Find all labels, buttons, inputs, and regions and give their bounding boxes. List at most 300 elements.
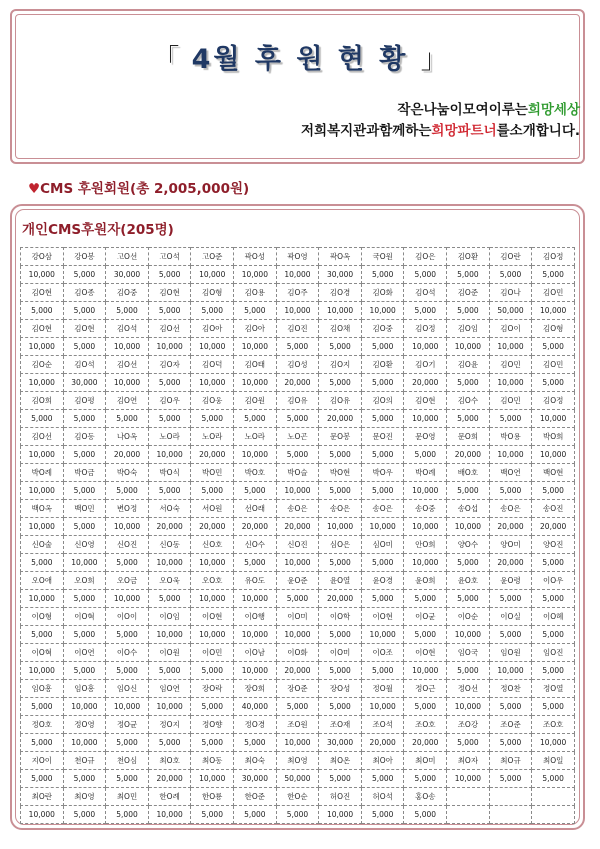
donor-amount-cell: 30,000 — [106, 266, 149, 284]
donor-amount-cell: 10,000 — [489, 446, 532, 464]
donor-amount-cell: 10,000 — [148, 626, 191, 644]
donor-amount-cell: 5,000 — [148, 734, 191, 752]
donor-name-cell: 정O찬 — [489, 680, 532, 698]
donor-amount-cell: 10,000 — [148, 338, 191, 356]
donor-amount-cell: 10,000 — [191, 374, 234, 392]
donor-amount-cell: 5,000 — [63, 518, 106, 536]
donor-amount-cell: 10,000 — [276, 302, 319, 320]
donor-amount-cell: 10,000 — [234, 374, 277, 392]
donor-amount-cell: 5,000 — [63, 662, 106, 680]
donor-name-cell: 김O형 — [532, 320, 575, 338]
donor-name-cell: 박O식 — [148, 464, 191, 482]
donor-amount-cell: 20,000 — [191, 518, 234, 536]
donor-amount-cell: 5,000 — [361, 806, 404, 824]
donor-amount-cell: 5,000 — [447, 662, 490, 680]
donor-name-cell: 이O미 — [276, 608, 319, 626]
donor-name-cell: 정O지 — [148, 716, 191, 734]
donor-amount-cell: 10,000 — [63, 554, 106, 572]
donor-amount-cell: 5,000 — [404, 806, 447, 824]
donor-amount-cell: 30,000 — [63, 374, 106, 392]
donor-amount-cell: 5,000 — [234, 806, 277, 824]
donor-name-cell: 김O성 — [276, 356, 319, 374]
donor-name-row — [21, 644, 575, 662]
donor-amount-row — [21, 302, 575, 320]
donor-name-cell: 나O옥 — [106, 428, 149, 446]
donor-amount-cell: 5,000 — [106, 806, 149, 824]
donor-amount-cell: 5,000 — [148, 374, 191, 392]
donor-amount-cell: 20,000 — [319, 590, 362, 608]
donor-name-cell: 양O진 — [532, 536, 575, 554]
donor-amount-cell: 5,000 — [21, 734, 64, 752]
donor-name-cell: 오O희 — [63, 572, 106, 590]
donor-amount-row — [21, 626, 575, 644]
donor-amount-cell: 10,000 — [234, 590, 277, 608]
donor-name-cell: 김O희 — [21, 392, 64, 410]
donor-amount-cell: 5,000 — [489, 482, 532, 500]
donor-amount-cell: 5,000 — [489, 410, 532, 428]
donor-amount-cell: 10,000 — [21, 374, 64, 392]
donor-name-cell: 신O호 — [191, 536, 234, 554]
donor-name-cell: 박O용 — [489, 428, 532, 446]
donor-name-row — [21, 248, 575, 266]
donor-amount-row — [21, 266, 575, 284]
donor-name-cell: 송O은 — [361, 500, 404, 518]
donor-amount-cell: 5,000 — [404, 626, 447, 644]
donor-name-cell: 문O희 — [447, 428, 490, 446]
donor-name-cell: 조O원 — [276, 716, 319, 734]
donor-amount-cell: 20,000 — [276, 518, 319, 536]
donor-amount-cell: 5,000 — [234, 410, 277, 428]
donor-name-cell: 김O임 — [447, 320, 490, 338]
donor-name-row — [21, 752, 575, 770]
donor-amount-cell: 5,000 — [489, 626, 532, 644]
donor-name-cell: 임O원 — [489, 644, 532, 662]
donor-name-cell: 김O화 — [361, 284, 404, 302]
donor-name-row — [21, 356, 575, 374]
donor-amount-cell: 10,000 — [21, 338, 64, 356]
donor-name-cell: 최O일 — [532, 752, 575, 770]
donor-name-cell: 김O유 — [319, 392, 362, 410]
donor-amount-cell: 5,000 — [447, 590, 490, 608]
donor-name-row — [21, 680, 575, 698]
donor-amount-cell: 5,000 — [276, 446, 319, 464]
donor-amount-cell: 10,000 — [21, 482, 64, 500]
donor-name-cell: 김O현 — [21, 320, 64, 338]
donor-amount-cell: 10,000 — [106, 590, 149, 608]
donor-amount-cell: 5,000 — [319, 374, 362, 392]
donor-amount-cell: 5,000 — [532, 338, 575, 356]
donor-amount-cell: 5,000 — [404, 446, 447, 464]
donor-name-cell: 백O연 — [489, 464, 532, 482]
donor-name-cell: 고O선 — [106, 248, 149, 266]
donor-name-row — [21, 536, 575, 554]
donor-amount-cell: 10,000 — [148, 698, 191, 716]
donor-name-cell: 임O신 — [106, 680, 149, 698]
donor-name-cell: 이O연 — [63, 644, 106, 662]
donor-name-cell: 김O기 — [404, 356, 447, 374]
donor-name-cell: 김O민 — [532, 356, 575, 374]
donor-name-cell: 김O연 — [106, 392, 149, 410]
donor-amount-cell: 5,000 — [489, 266, 532, 284]
donor-amount-row — [21, 410, 575, 428]
donor-amount-cell: 5,000 — [148, 410, 191, 428]
donor-name-cell: 이O미 — [319, 644, 362, 662]
donor-amount-cell: 10,000 — [404, 482, 447, 500]
donor-name-cell: 신O진 — [106, 536, 149, 554]
donor-amount-cell: 10,000 — [489, 338, 532, 356]
donor-name-cell: 이O수 — [106, 644, 149, 662]
donor-name-cell: 심O미 — [361, 536, 404, 554]
donor-amount-cell: 10,000 — [191, 590, 234, 608]
donor-amount-row — [21, 482, 575, 500]
donor-name-cell: 고O준 — [191, 248, 234, 266]
header-panel — [10, 9, 585, 164]
donor-amount-cell: 5,000 — [106, 734, 149, 752]
donor-amount-cell: 10,000 — [404, 338, 447, 356]
donor-name-cell: 송O섭 — [447, 500, 490, 518]
donor-name-cell: 백O현 — [532, 464, 575, 482]
donor-name-cell: 조O준 — [489, 716, 532, 734]
donor-amount-cell: 5,000 — [532, 698, 575, 716]
donor-amount-cell: 5,000 — [319, 698, 362, 716]
donor-amount-cell: 5,000 — [532, 266, 575, 284]
donor-name-cell: 홍O송 — [404, 788, 447, 806]
donor-amount-cell: 10,000 — [447, 626, 490, 644]
donor-amount-cell: 10,000 — [234, 662, 277, 680]
donor-amount-cell: 10,000 — [106, 338, 149, 356]
donor-name-cell: 김O란 — [489, 248, 532, 266]
donor-amount-cell: 5,000 — [319, 482, 362, 500]
donor-amount-cell: 5,000 — [319, 770, 362, 788]
donor-amount-cell: 20,000 — [361, 734, 404, 752]
donor-name-cell: 이O순 — [447, 608, 490, 626]
tagline-1-highlight: 희망세상 — [527, 102, 580, 118]
donor-name-cell: 김O이 — [489, 320, 532, 338]
donor-amount-cell: 5,000 — [319, 662, 362, 680]
donor-amount-cell: 10,000 — [21, 446, 64, 464]
donor-amount-cell: 10,000 — [361, 626, 404, 644]
donor-amount-row — [21, 554, 575, 572]
donor-name-cell: 김O덕 — [191, 356, 234, 374]
donor-name-cell: 이O혁 — [63, 608, 106, 626]
title-bracket-open: 「 — [152, 44, 180, 75]
donor-name-cell: 이O민 — [191, 644, 234, 662]
donor-amount-cell: 5,000 — [234, 482, 277, 500]
donor-name-cell: 천O심 — [106, 752, 149, 770]
donor-name-cell: 송O중 — [404, 500, 447, 518]
donor-name-cell: 김O평 — [63, 392, 106, 410]
donor-amount-cell: 5,000 — [234, 734, 277, 752]
donor-name-cell: 최O영 — [63, 788, 106, 806]
donor-name-cell: 최O온 — [319, 752, 362, 770]
donor-name-cell: 송O은 — [489, 500, 532, 518]
donor-amount-cell: 5,000 — [404, 266, 447, 284]
donor-name-cell: 배O호 — [447, 464, 490, 482]
donor-name-cell: 정O선 — [447, 680, 490, 698]
donor-amount-cell: 10,000 — [447, 770, 490, 788]
donor-name-cell: 오O욱 — [148, 572, 191, 590]
donor-amount-cell: 10,000 — [361, 302, 404, 320]
donor-amount-cell: 10,000 — [319, 302, 362, 320]
donor-amount-cell: 5,000 — [21, 770, 64, 788]
donor-amount-cell: 10,000 — [489, 374, 532, 392]
donor-name-cell: 곽O옥 — [319, 248, 362, 266]
donor-name-cell: 장O락 — [191, 680, 234, 698]
donor-amount-cell: 5,000 — [404, 770, 447, 788]
donor-amount-cell: 5,000 — [106, 626, 149, 644]
donor-name-cell: 박O호 — [234, 464, 277, 482]
donor-name-cell: 오O금 — [106, 572, 149, 590]
donor-amount-cell: 5,000 — [276, 698, 319, 716]
title-text: 4월 후 원 현 황 — [191, 44, 409, 75]
donor-amount-cell: 20,000 — [319, 410, 362, 428]
donor-amount-cell: 10,000 — [21, 518, 64, 536]
donor-amount-cell: 5,000 — [447, 554, 490, 572]
donor-amount-cell: 30,000 — [234, 770, 277, 788]
donor-name-cell: 정O경 — [234, 716, 277, 734]
donor-amount-row — [21, 806, 575, 824]
donor-amount-cell: 5,000 — [447, 410, 490, 428]
donor-amount-cell: 5,000 — [489, 770, 532, 788]
donor-amount-cell: 10,000 — [404, 554, 447, 572]
donor-name-cell: 한O순 — [276, 788, 319, 806]
donor-amount-cell: 10,000 — [404, 518, 447, 536]
donor-name-cell: 장O희 — [234, 680, 277, 698]
donor-amount-cell: 20,000 — [276, 374, 319, 392]
donor-name-cell: 정O호 — [21, 716, 64, 734]
donor-amount-cell: 5,000 — [148, 590, 191, 608]
donor-name-row — [21, 464, 575, 482]
donor-amount-cell: 5,000 — [63, 266, 106, 284]
donor-amount-row — [21, 338, 575, 356]
donor-amount-row — [21, 662, 575, 680]
donor-name-cell: 윤O준 — [276, 572, 319, 590]
donor-name-cell: 송O은 — [319, 500, 362, 518]
donor-amount-cell: 5,000 — [276, 590, 319, 608]
donor-name-cell: 이O화 — [276, 644, 319, 662]
donor-name-cell: 박O민 — [191, 464, 234, 482]
tagline-line-2 — [301, 119, 580, 139]
donor-name-cell: 이O남 — [234, 644, 277, 662]
tagline-line-1 — [397, 98, 580, 118]
donor-amount-cell: 5,000 — [63, 338, 106, 356]
donor-name-cell: 김O은 — [404, 248, 447, 266]
donor-name-cell: 노O라 — [191, 428, 234, 446]
donor-amount-cell: 5,000 — [361, 482, 404, 500]
donor-amount-cell: 5,000 — [361, 410, 404, 428]
donor-amount-cell: 10,000 — [63, 734, 106, 752]
donor-name-row — [21, 284, 575, 302]
donor-amount-cell: 5,000 — [21, 554, 64, 572]
donor-amount-cell: 5,000 — [447, 734, 490, 752]
donor-amount-cell: 10,000 — [191, 266, 234, 284]
donor-amount-cell: 5,000 — [63, 410, 106, 428]
donor-name-cell: 박O금 — [63, 464, 106, 482]
donor-name-cell: 최O호 — [148, 752, 191, 770]
donor-amount-cell: 10,000 — [234, 338, 277, 356]
donor-amount-cell: 20,000 — [148, 770, 191, 788]
donor-name-cell: 김O선 — [21, 428, 64, 446]
donor-name-cell — [532, 788, 575, 806]
donor-amount-cell: 5,000 — [106, 554, 149, 572]
donor-amount-cell: 5,000 — [106, 410, 149, 428]
donor-name-cell: 김O원 — [234, 392, 277, 410]
donor-amount-cell: 5,000 — [106, 770, 149, 788]
donor-amount-row — [21, 734, 575, 752]
donor-amount-cell: 20,000 — [276, 662, 319, 680]
donor-name-row — [21, 608, 575, 626]
donor-amount-cell: 5,000 — [276, 410, 319, 428]
cms-summary-text: CMS 후원회원(총 2,005,000원) — [40, 181, 250, 197]
donor-name-cell: 김O선 — [106, 356, 149, 374]
donor-amount-cell: 30,000 — [319, 734, 362, 752]
donor-amount-row — [21, 590, 575, 608]
donor-name-cell: 최O숙 — [234, 752, 277, 770]
donor-amount-cell: 5,000 — [234, 554, 277, 572]
donor-amount-cell: 5,000 — [191, 698, 234, 716]
donor-amount-cell: 20,000 — [404, 734, 447, 752]
donor-name-cell: 안O희 — [404, 536, 447, 554]
donor-amount-cell: 10,000 — [276, 554, 319, 572]
donor-name-cell: 김O아 — [234, 320, 277, 338]
donor-name-cell: 김O종 — [63, 284, 106, 302]
donor-name-cell: 김O현 — [21, 284, 64, 302]
donor-name-cell: 장O성 — [319, 680, 362, 698]
donor-amount-row — [21, 374, 575, 392]
donor-name-cell: 이O이 — [106, 608, 149, 626]
donor-name-cell: 윤O경 — [361, 572, 404, 590]
donor-amount-cell: 20,000 — [191, 446, 234, 464]
donor-amount-cell: 10,000 — [447, 698, 490, 716]
donor-name-cell: 김O정 — [532, 248, 575, 266]
donor-name-cell: 선O래 — [234, 500, 277, 518]
donor-name-cell: 최O규 — [489, 752, 532, 770]
donor-amount-cell: 10,000 — [21, 662, 64, 680]
donor-amount-cell: 10,000 — [148, 446, 191, 464]
donor-name-cell: 이O원 — [148, 644, 191, 662]
donor-amount-cell: 5,000 — [447, 266, 490, 284]
donor-amount-cell: 10,000 — [532, 302, 575, 320]
donor-name-cell: 노O곤 — [276, 428, 319, 446]
donor-name-cell: 강O삼 — [21, 248, 64, 266]
donor-name-cell: 백O민 — [63, 500, 106, 518]
donor-amount-cell: 5,000 — [319, 554, 362, 572]
donor-amount-cell: 10,000 — [276, 626, 319, 644]
donor-amount-cell: 20,000 — [148, 518, 191, 536]
donor-name-cell: 문O영 — [404, 428, 447, 446]
donor-amount-cell: 5,000 — [532, 662, 575, 680]
donor-amount-cell: 10,000 — [191, 770, 234, 788]
donor-name-cell: 정O근 — [404, 680, 447, 698]
donor-amount-cell: 5,000 — [361, 770, 404, 788]
donor-name-row — [21, 428, 575, 446]
donor-amount-cell: 5,000 — [447, 374, 490, 392]
donor-name-cell: 김O민 — [532, 284, 575, 302]
donor-name-cell: 한O준 — [234, 788, 277, 806]
donor-amount-cell: 5,000 — [63, 626, 106, 644]
donor-name-cell: 김O태 — [234, 356, 277, 374]
donor-amount-cell: 10,000 — [63, 698, 106, 716]
donor-amount-cell: 5,000 — [191, 482, 234, 500]
donor-amount-cell: 5,000 — [21, 410, 64, 428]
donor-name-cell: 이O혜 — [532, 608, 575, 626]
donor-name-cell: 김O경 — [319, 284, 362, 302]
donor-name-cell: 김O웅 — [191, 392, 234, 410]
donor-name-cell: 정O향 — [191, 716, 234, 734]
donor-table — [20, 247, 575, 824]
donor-amount-cell: 5,000 — [106, 662, 149, 680]
donor-name-cell: 문O봉 — [319, 428, 362, 446]
donor-amount-cell: 10,000 — [21, 806, 64, 824]
donor-amount-cell: 10,000 — [489, 662, 532, 680]
heart-icon: ♥ — [28, 181, 41, 197]
donor-name-cell: 최O란 — [21, 788, 64, 806]
donor-amount-cell: 10,000 — [276, 266, 319, 284]
donor-name-row — [21, 716, 575, 734]
donor-table-body — [21, 248, 575, 824]
donor-amount-cell: 10,000 — [532, 410, 575, 428]
donor-amount-cell: 20,000 — [404, 374, 447, 392]
donor-amount-cell: 10,000 — [447, 518, 490, 536]
donor-name-cell: 최O영 — [276, 752, 319, 770]
donor-amount-cell: 10,000 — [191, 554, 234, 572]
donor-name-cell: 신O술 — [21, 536, 64, 554]
donor-name-cell: 조O강 — [447, 716, 490, 734]
donor-amount-row — [21, 698, 575, 716]
donor-name-cell: 임O흥 — [21, 680, 64, 698]
donor-name-cell: 이O조 — [361, 644, 404, 662]
donor-amount-cell: 5,000 — [361, 374, 404, 392]
donor-name-cell: 양O미 — [489, 536, 532, 554]
donor-name-cell: 심O은 — [319, 536, 362, 554]
donor-amount-cell: 5,000 — [319, 338, 362, 356]
donor-name-cell: 이O현 — [404, 644, 447, 662]
donor-name-cell: 조O석 — [361, 716, 404, 734]
donor-name-cell: 임O진 — [532, 644, 575, 662]
donor-name-cell: 오O호 — [191, 572, 234, 590]
donor-name-cell: 노O라 — [148, 428, 191, 446]
donor-name-cell: 서O숙 — [148, 500, 191, 518]
donor-amount-cell — [489, 806, 532, 824]
donor-amount-row — [21, 518, 575, 536]
donor-name-cell — [447, 788, 490, 806]
donor-name-cell: 김O준 — [447, 284, 490, 302]
donor-amount-cell: 5,000 — [319, 626, 362, 644]
donor-amount-cell: 10,000 — [361, 698, 404, 716]
donor-amount-cell: 10,000 — [447, 338, 490, 356]
donor-name-cell: 박O우 — [361, 464, 404, 482]
donor-name-cell: 양O수 — [447, 536, 490, 554]
donor-name-cell: 유O도 — [234, 572, 277, 590]
donor-amount-cell: 5,000 — [404, 590, 447, 608]
donor-name-cell: 김O민 — [489, 356, 532, 374]
donor-amount-cell: 10,000 — [532, 734, 575, 752]
donor-amount-cell: 5,000 — [148, 662, 191, 680]
donor-name-cell: 송O진 — [532, 500, 575, 518]
donor-amount-cell: 5,000 — [21, 302, 64, 320]
donor-name-cell: 신O수 — [234, 536, 277, 554]
donor-amount-cell: 5,000 — [191, 662, 234, 680]
page-title — [0, 37, 600, 76]
donor-name-cell: 정O월 — [361, 680, 404, 698]
donor-name-cell: 윤O열 — [319, 572, 362, 590]
donor-amount-cell: 5,000 — [361, 590, 404, 608]
donor-name-cell: 김O수 — [447, 392, 490, 410]
donor-name-row — [21, 788, 575, 806]
donor-name-cell: 김O석 — [106, 320, 149, 338]
donor-name-cell: 장O준 — [276, 680, 319, 698]
donor-name-cell: 김O주 — [276, 284, 319, 302]
